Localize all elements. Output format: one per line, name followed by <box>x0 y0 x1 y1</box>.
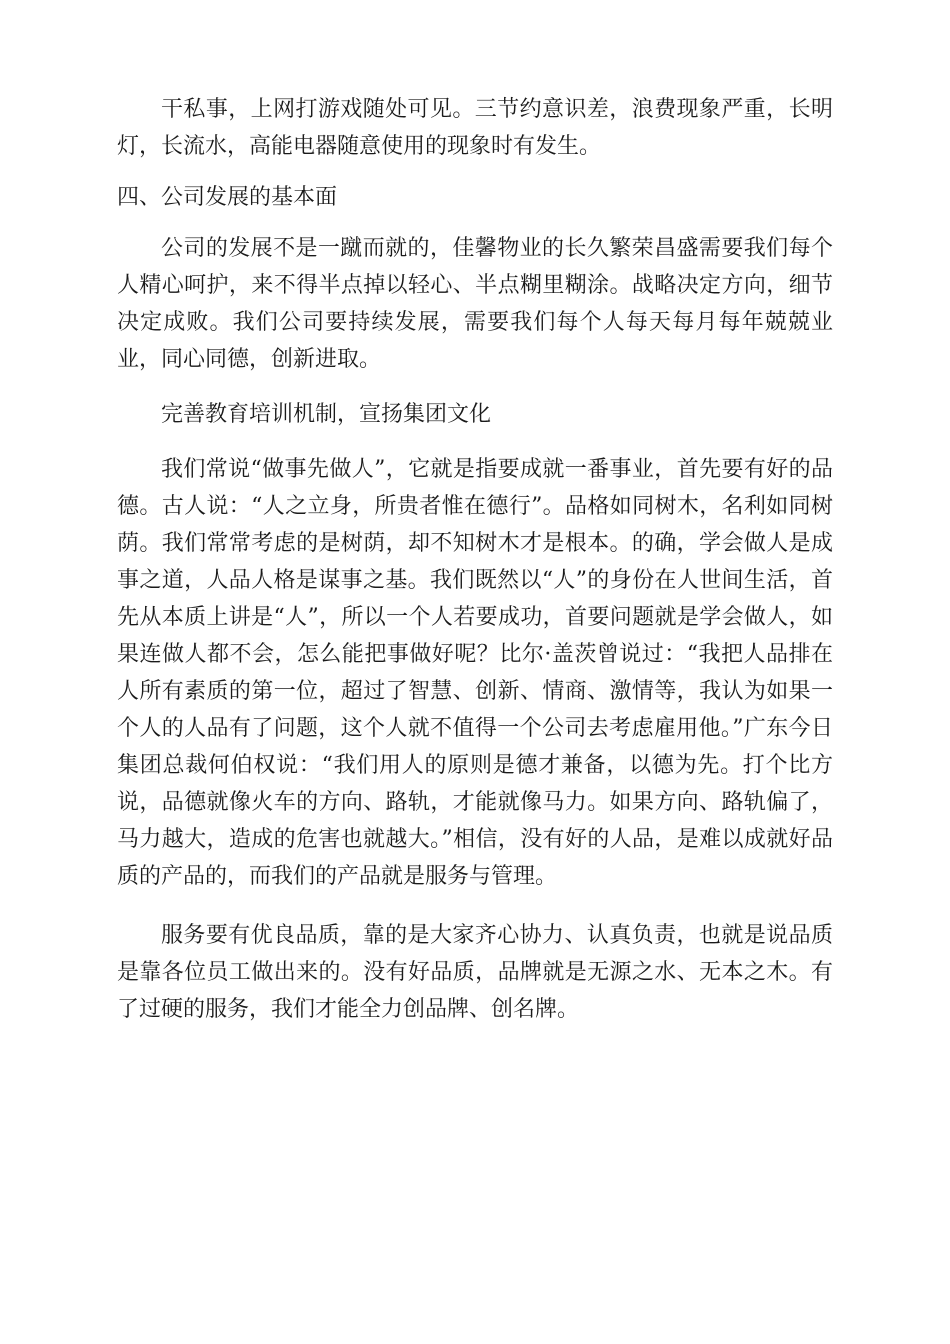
paragraph-character: 我们常说“做事先做人”，它就是指要成就一番事业，首先要有好的品德。古人说：“人之立身，所贵者惟在德行”。品格如同树木，名利如同树荫。我们常常考虑的是树荫，却不知树木才是根本。的确，学会做人是成事之道，人品人格是谋事之基。我们既然以“人”的身份在人世间生活，首先从本质上讲是“人”，所以一个人若要成功，首要问题就是学会做人，如果连做人都不会，怎么能把事做好呢？比尔·盖茨曾说过：“我把人品排在人所有素质的第一位，超过了智慧、创新、情商、激情等，我认为如果一个人的人品有了问题，这个人就不值得一个公司去考虑雇用他。”广东今日集团总裁何伯权说：“我们用人的原则是德才兼备，以德为先。打个比方说，品德就像火车的方向、路轨，才能就像马力。如果方向、路轨偏了，马力越大，造成的危害也就越大。”相信，没有好的人品，是难以成就好品质的产品的，而我们的产品就是服务与管理。 <box>117 457 833 889</box>
paragraph-waste: 干私事，上网打游戏随处可见。三节约意识差，浪费现象严重，长明灯，长流水，高能电器随意使用的现象时有发生。 <box>117 97 833 159</box>
section-heading: 四、公司发展的基本面 <box>117 185 338 210</box>
paragraph-service-quality: 服务要有优良品质，靠的是大家齐心协力、认真负责，也就是说品质是靠各位员工做出来的。没有好品质，品牌就是无源之水、无本之木。有了过硬的服务，我们才能全力创品牌、创名牌。 <box>117 923 833 1022</box>
document-page <box>117 91 833 1028</box>
subheading-training: 完善教育培训机制，宣扬集团文化 <box>161 402 492 427</box>
paragraph-company-development: 公司的发展不是一蹴而就的，佳馨物业的长久繁荣昌盛需要我们每个人精心呵护，来不得半点掉以轻心、半点糊里糊涂。战略决定方向，细节决定成败。我们公司要持续发展，需要我们每个人每天每月每年兢兢业业，同心同德，创新进取。 <box>117 236 833 372</box>
